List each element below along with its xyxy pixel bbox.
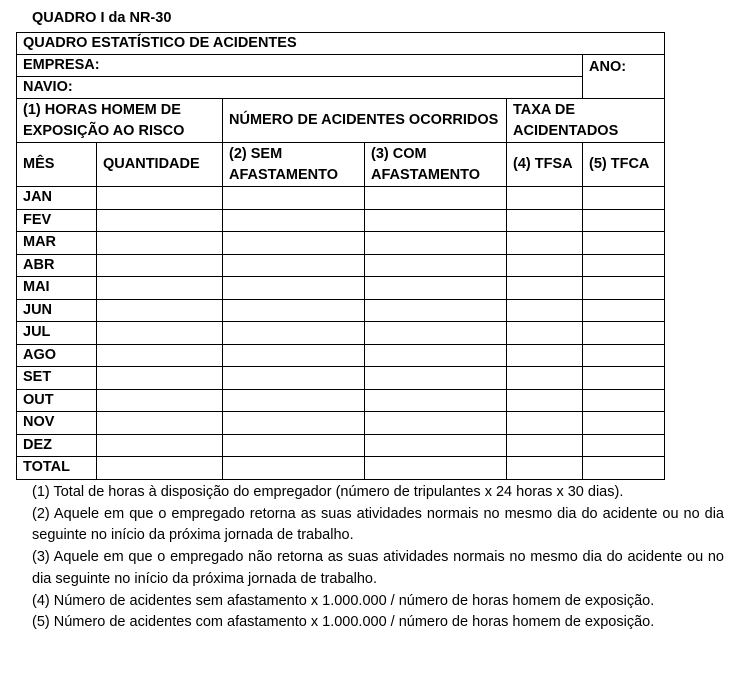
total-row [17, 457, 665, 480]
table-row [17, 209, 665, 232]
empty-cell [583, 412, 665, 435]
col-header-tfsa: (4) TFSA [507, 143, 583, 187]
empty-cell [97, 412, 223, 435]
month-label: MAI [17, 277, 97, 300]
empty-cell [97, 232, 223, 255]
empty-cell [223, 389, 365, 412]
empty-cell [365, 344, 507, 367]
empty-cell [507, 322, 583, 345]
footnote-3: (3) Aquele em que o empregado não retorna as suas atividades normais no mesmo dia do acidente ou no dia seguinte no início da próxima jornada de trabalho. [32, 549, 724, 587]
horas-homem-header: (1) HORAS HOMEM DE EXPOSIÇÃO AO RISCO [17, 99, 223, 143]
table-row [17, 277, 665, 300]
col-header-mes: MÊS [17, 143, 97, 187]
empty-cell [583, 209, 665, 232]
col-header-com-afastamento: (3) COM AFASTAMENTO [365, 143, 507, 187]
empty-cell [507, 367, 583, 390]
empty-cell [583, 254, 665, 277]
empty-cell [365, 254, 507, 277]
empty-cell [223, 209, 365, 232]
empty-cell [583, 187, 665, 210]
empty-cell [223, 434, 365, 457]
empty-cell [97, 367, 223, 390]
empty-cell [583, 344, 665, 367]
empty-cell [507, 254, 583, 277]
empty-cell [97, 209, 223, 232]
table-row [17, 322, 665, 345]
empty-cell [583, 277, 665, 300]
empty-cell [365, 232, 507, 255]
col-header-sem-afastamento: (2) SEM AFASTAMENTO [223, 143, 365, 187]
empty-cell [97, 434, 223, 457]
empty-cell [365, 277, 507, 300]
footnote-4: (4) Número de acidentes sem afastamento x 1.000.000 / número de horas homem de exposição. [32, 592, 655, 609]
empty-cell [97, 457, 223, 480]
empty-cell [365, 412, 507, 435]
footnote-1: (1) Total de horas à disposição do empregador (número de tripulantes x 24 horas x 30 dias). [32, 484, 624, 500]
empty-cell [223, 367, 365, 390]
table-row [17, 299, 665, 322]
empty-cell [583, 299, 665, 322]
footnote-5: (5) Número de acidentes com afastamento x 1.000.000 / número de horas homem de exposição. [32, 614, 655, 631]
empty-cell [97, 254, 223, 277]
empty-cell [507, 187, 583, 210]
empty-cell [97, 277, 223, 300]
month-label: AGO [17, 344, 97, 367]
empty-cell [365, 322, 507, 345]
empty-cell [507, 412, 583, 435]
empty-cell [507, 277, 583, 300]
empty-cell [223, 254, 365, 277]
empty-cell [507, 232, 583, 255]
empty-cell [223, 322, 365, 345]
empty-cell [583, 457, 665, 480]
taxa-acidentados-header: TAXA DE ACIDENTADOS [507, 99, 665, 143]
empty-cell [223, 187, 365, 210]
table-row [17, 367, 665, 390]
table-title: QUADRO ESTATÍSTICO DE ACIDENTES [17, 33, 665, 55]
empty-cell [583, 434, 665, 457]
empty-cell [583, 322, 665, 345]
empty-cell [507, 434, 583, 457]
empty-cell [583, 389, 665, 412]
empty-cell [365, 434, 507, 457]
month-label: FEV [17, 209, 97, 232]
empty-cell [507, 209, 583, 232]
empty-cell [223, 344, 365, 367]
empresa-label: EMPRESA: [17, 55, 583, 77]
empty-cell [365, 457, 507, 480]
month-label: OUT [17, 389, 97, 412]
empty-cell [507, 389, 583, 412]
month-label: JUN [17, 299, 97, 322]
empty-cell [507, 457, 583, 480]
empty-cell [97, 344, 223, 367]
col-header-tfca: (5) TFCA [583, 143, 665, 187]
month-label: SET [17, 367, 97, 390]
empty-cell [223, 299, 365, 322]
empty-cell [223, 232, 365, 255]
month-label: JAN [17, 187, 97, 210]
empty-cell [507, 344, 583, 367]
table-row [17, 254, 665, 277]
table-row [17, 187, 665, 210]
empty-cell [365, 299, 507, 322]
empty-cell [507, 299, 583, 322]
month-label: DEZ [17, 434, 97, 457]
numero-acidentes-header: NÚMERO DE ACIDENTES OCORRIDOS [223, 99, 507, 143]
table-row [17, 412, 665, 435]
empty-cell [97, 389, 223, 412]
empty-cell [223, 457, 365, 480]
table-row [17, 344, 665, 367]
ano-label: ANO: [583, 55, 665, 99]
empty-cell [223, 277, 365, 300]
footnotes [32, 482, 724, 634]
empty-cell [97, 299, 223, 322]
footnote-2: (2) Aquele em que o empregado retorna as suas atividades normais no mesmo dia do acidente ou no dia seguinte no início da próxima jornada de trabalho. [32, 505, 724, 544]
page-heading: QUADRO I da NR-30 [32, 10, 172, 26]
empty-cell [365, 209, 507, 232]
month-label: MAR [17, 232, 97, 255]
empty-cell [583, 232, 665, 255]
month-label: JUL [17, 322, 97, 345]
empty-cell [365, 389, 507, 412]
month-label: ABR [17, 254, 97, 277]
table-row [17, 434, 665, 457]
accident-statistics-table [16, 32, 665, 480]
table-row [17, 232, 665, 255]
empty-cell [97, 187, 223, 210]
table-row [17, 389, 665, 412]
empty-cell [365, 187, 507, 210]
col-header-quantidade: QUANTIDADE [97, 143, 223, 187]
empty-cell [365, 367, 507, 390]
total-label: TOTAL [17, 457, 97, 480]
empty-cell [583, 367, 665, 390]
navio-label: NAVIO: [17, 77, 583, 99]
empty-cell [97, 322, 223, 345]
empty-cell [223, 412, 365, 435]
month-label: NOV [17, 412, 97, 435]
